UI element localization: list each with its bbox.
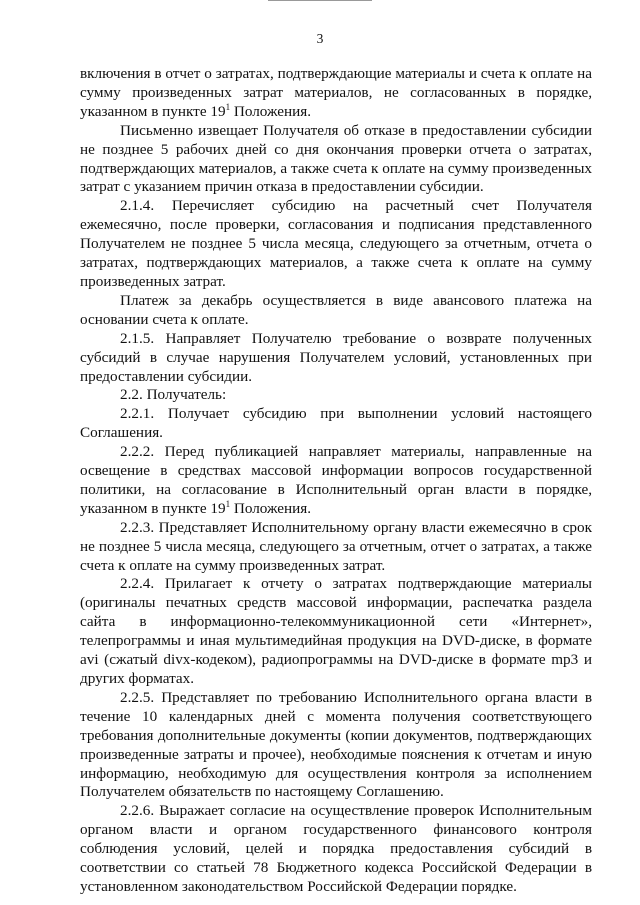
page-number: 3: [316, 31, 324, 46]
paragraph-p11: [80, 802, 592, 897]
text-run: Письменно извещает Получателя об отказе в предоставлении субсидии не позднее 5 рабочих дней со дня окончания проверки отчета о затратах, подтверждающих материалов, а также счета к оплате на сумму произведенных затрат с указанием причин отказа в предоставлении субсидии.: [80, 121, 592, 196]
paragraph-p8: [80, 519, 592, 576]
text-run: 2.2. Получатель:: [120, 386, 227, 404]
paragraph-p10: [80, 689, 592, 802]
text-run: 2.2.6. Выражает согласие на осуществление проверок Исполнительным органом власти и органом государственного финансового контроля соблюдения условий, целей и порядка предоставления субсидий в соответствии со статьей 78 Бюджетного кодекса Российской Федерации в установленном законодательством Российской Федерации порядке.: [80, 802, 592, 895]
paragraph-p7: [80, 443, 592, 519]
paragraph-p9: [80, 575, 592, 688]
paragraph-p6: [80, 405, 592, 443]
text-run: 2.2.2. Перед публикацией направляет материалы, направленные на освещение в средствах массовой информации вопросов государственной политики, на согласование в Исполнительный орган власти в порядке, указанном в пункте 19: [80, 443, 592, 517]
text-run: включения в отчет о затратах, подтверждающие материалы и счета к оплате на сумму произведенных затрат материалов, не согласованных в порядке, указанном в пункте 19: [80, 65, 592, 120]
text-run: Положения.: [230, 102, 312, 120]
text-run: 2.2.5. Представляет по требованию Исполнительного органа власти в течение 10 календарных дней с момента получения соответствующего требования дополнительные документы (копии документов, подтверждающих произведенные затраты и прочее), необходимые пояснения к отчетам и иную информацию, необходимую для осуществления контроля за исполнением Получателем обязательств по настоящему Соглашению.: [80, 688, 592, 801]
paragraph-p3: [80, 292, 592, 330]
text-run: 2.1.5. Направляет Получателю требование о возврате полученных субсидий в случае нарушения Получателем условий, установленных при предоставлении субсидии.: [80, 329, 592, 385]
paragraph-p5: [80, 386, 592, 405]
paragraph-p2: [80, 197, 592, 292]
superscript: 1: [225, 101, 231, 112]
top-edge-line: [268, 0, 372, 1]
text-run: 2.2.3. Представляет Исполнительному органу власти ежемесячно в срок не позднее 5 числа месяца, следующего за отчетным, отчет о затратах, а также счета к оплате на сумму произведенных затрат.: [80, 518, 592, 574]
text-run: Платеж за декабрь осуществляется в виде авансового платежа на основании счета к оплате.: [80, 291, 592, 328]
paragraph-p4: [80, 330, 592, 387]
text-run: 2.2.1. Получает субсидию при выполнении условий настоящего Соглашения.: [80, 405, 592, 442]
superscript: 1: [225, 498, 231, 509]
text-run: Положения.: [230, 499, 312, 517]
document-body: [80, 65, 592, 897]
paragraph-p0: [80, 65, 592, 122]
paragraph-p1: [80, 122, 592, 198]
text-run: 2.2.4. Прилагает к отчету о затратах подтверждающие материалы (оригиналы печатных средств массовой информации, распечатка раздела сайта в информационно-телекоммуникационной сети «Интернет», телепрограммы и иная мультимедийная продукция на DVD-диске, в формате avi (сжатый divx-кодеком), радиопрограммы на DVD-диске в формате mp3 и других форматах.: [80, 575, 592, 687]
text-run: 2.1.4. Перечисляет субсидию на расчетный счет Получателя ежемесячно, после проверки, согласования и подписания представленного Получателем не позднее 5 числа месяца, следующего за отчетным, отчета о затратах, подтверждающих материалов, а также счета к оплате на сумму произведенных затрат.: [80, 197, 592, 290]
